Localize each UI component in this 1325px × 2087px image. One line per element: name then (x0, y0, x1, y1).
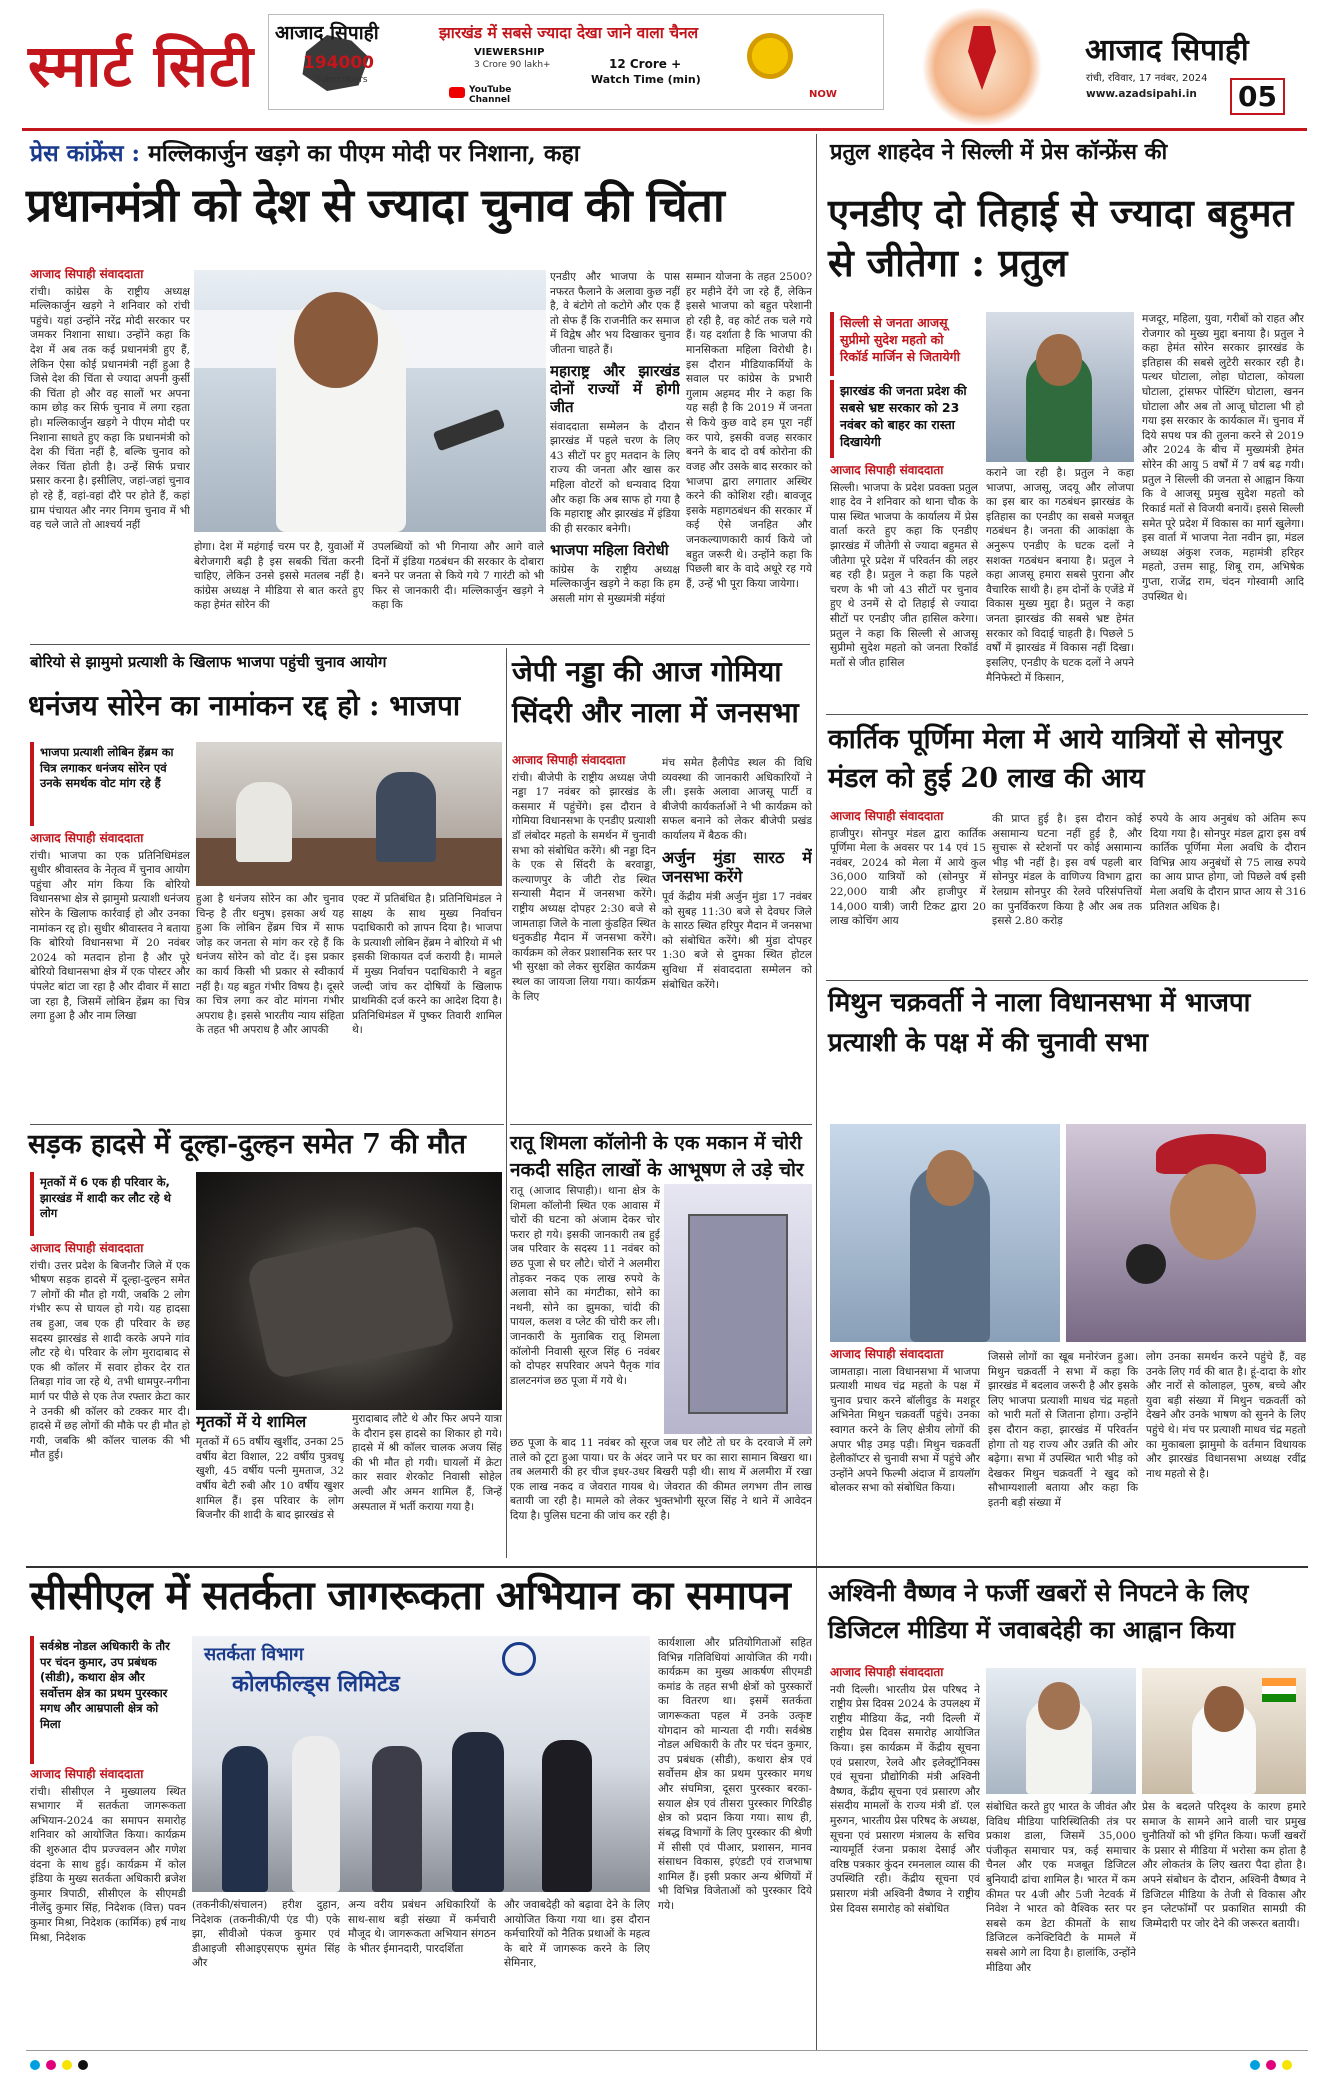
rule-bottom (26, 1566, 1308, 1568)
accident-byline: आजाद सिपाही संवाददाता (30, 1241, 144, 1255)
pratul-face (1036, 334, 1082, 386)
ccl-person-2 (292, 1736, 340, 1892)
mithun-col-3: लोग उनका समर्थन करने पहुंचे हैं, वह उनके लिए गर्व की बात है। हूं-दादा के शोर और नारों से कोलाहल, पुरुष, बच्चे और युवा बड़ी संख्या में मिथुन चक्रवर्ती को देखने और उनके भाषण को सुनने के लिए पहुंचे थे। मंच पर प्रत्याशी माधव चंद्र महतो का मुकाबला झामुमो के वर्तमान विधायक और झारखंड विधानसभा अध्यक्ष रवींद्र नाथ महतो से है। (1146, 1351, 1306, 1480)
ccl-person-3 (372, 1746, 422, 1892)
ad-watch-time: 12 Crore + (609, 57, 682, 71)
photo-person-1 (236, 782, 292, 862)
murugan-face (1204, 1686, 1244, 1732)
masthead (0, 0, 1325, 128)
ccl-banner-title: सतर्कता विभाग (204, 1644, 304, 1665)
pratul-sidebox-1: सिल्ली से जनता आजसू सुप्रीमो सुदेश महतो को रिकॉर्ड मार्जिन से जितायेगी (830, 312, 978, 376)
lead-headline: प्रधानमंत्री को देश से ज्यादा चुनाव की चिंता (26, 178, 724, 232)
ccl-person-1 (222, 1746, 268, 1892)
masthead-rule (22, 128, 1307, 131)
ccl-sidebox: सर्वश्रेष्ठ नोडल अधिकारी के तौर पर चंदन कुमार, उप प्रबंधक (सीडी), कथारा क्षेत्र और सर्वोत्तम क्षेत्र का प्रथम पुरस्कार मगध और आम्रपाली क्षेत्र को मिला (30, 1636, 186, 1764)
murugan-photo (1142, 1668, 1306, 1794)
lead-subhead-2: भाजपा महिला विरोधी (550, 540, 669, 559)
sonepur-col-3: रुपये के आय अनुबंध को अंतिम रूप दिया गया है। सोनपुर मंडल द्वारा इस वर्ष कार्तिक पूर्णिमा मेला अवधि के दौरान विभिन्न आय अनुबंधों से 75 लाख रुपये का आय प्राप्त होगा, जो पिछले वर्ष इसी मेला अवधि के दौरान प्राप्त आय से 316 प्रतिशत अधिक है। (1150, 813, 1306, 913)
lead-text-4c: कांग्रेस के राष्ट्रीय अध्यक्ष मल्लिकार्जुन खड़गे ने कहा कि हम असली मांग से मुख्यमंत्री मंईयां (550, 563, 680, 605)
nadda-byline: आजाद सिपाही संवाददाता (512, 753, 626, 767)
flag-icon (1262, 1678, 1296, 1702)
vaishnaw-col-3: प्रेस के बदलते परिदृश्य के कारण हमारे समाज के सामने आने वाली चार प्रमुख चुनौतियों को भी इंगित किया। फर्जी खबरों के प्रसार से मीडिया में भरोसा कम होता है और लोकतंत्र के लिए खतरा पैदा होता है। अपने संबोधन के दौरान, अश्विनी वैष्णव ने डिजिटल मीडिया के तेजी से विकास और इन प्लेटफॉर्मों पर प्रकाशित सामग्री की जिम्मेदारी पर जोर देने की जरूरत बतायी। (1142, 1801, 1306, 1930)
wreck-shape (246, 1224, 457, 1381)
ad-subscribers-label: Subscribers (315, 75, 368, 85)
vaishnaw-col-1: आजाद सिपाही संवाददाता नयी दिल्ली। भारतीय प्रेस परिषद ने राष्ट्रीय प्रेस दिवस 2024 के उपलक्ष्य में राष्ट्रीय मीडिया केंद्र, नयी दिल्ली में राष्ट्रीय प्रेस दिवस समारोह आयोजित किया। इस कार्यक्रम में केंद्रीय सूचना एवं प्रसारण, रेलवे और इलेक्ट्रॉनिक्स एवं सूचना प्रौद्योगिकी मंत्री अश्विनी वैष्णव, केंद्रीय सूचना एवं प्रसारण और संसदीय मामलों के राज्य मंत्री डॉ. एल मुरुगन, भारतीय प्रेस परिषद के अध्यक्ष, सूचना एवं प्रसारण मंत्रालय के सचिव न्यायमूर्ति रंजना प्रकाश देसाई और वरिष्ठ पत्रकार कुंदन रमनलाल व्यास की उपस्थिति रही। केंद्रीय सूचना एवं प्रसारण मंत्री अश्विनी वैष्णव ने राष्ट्रीय प्रेस दिवस समारोह को संबोधित (830, 1665, 980, 1915)
mithun-col-2: जिससे लोगों का खूब मनोरंजन हुआ। मिथुन चक्रवर्ती ने सभा में कहा कि झारखंड में बदलाव जरूरी है और इसके लिए भाजपा प्रत्याशी माधव चंद्र महतो को भारी मतों से जिताना होगा। उन्होंने इस दौरान कहा, झारखंड में परिवर्तन होगा तो यह राज्य और उन्नति की ओर बढ़ेगा। सभा में उपस्थित भारी भीड़ को देखकर मिथुन चक्रवर्ती ने खुद को सौभाग्यशाली बताया और कहा कि इतनी बड़ी संख्या में (988, 1351, 1138, 1510)
pratul-photo (986, 312, 1134, 462)
accident-col-3: मुरादाबाद लौटे थे और फिर अपने यात्रा के दौरान इस हादसे का शिकार हो गये। हादसे में श्री कॉलर चालक अजय सिंह की भी मौत हो गयी। घायलों में क्रेटा कार सवार शेरकोट निवासी सोहेल अल्वी और अमन शामिल हैं, जिन्हें अस्पताल में भर्ती कराया गया है। (352, 1413, 502, 1513)
pratul-sidebox-2: झारखंड की जनता प्रदेश की सबसे भ्रष्ट सरकार को 23 नवंबर को बाहर का रास्ता दिखायेगी (830, 380, 978, 458)
rule-left-1 (30, 644, 810, 645)
lead-col-2: होगा। देश में महंगाई चरम पर है, युवाओं में बेरोजगारी बढ़ी है इस सबकी चिंता करनी चाहिए, लेकिन उनसे इससे मतलब नहीं है। कांग्रेस अध्यक्ष ने मीडिया से बात करते हुए कहा हेमंत सोरेन की (194, 541, 364, 612)
vaishnaw-photo (986, 1668, 1136, 1794)
lead-kicker-label: प्रेस कांफ्रेंस : (30, 140, 141, 167)
lead-text-4b: संवाददाता सम्मेलन के दौरान झारखंड में पहले चरण के लिए 43 सीटों पर हुए मतदान के लिए राज्य की जनता और खास कर महिला वोटरों को धन्यवाद दिया और कहा कि अब साफ हो गया है कि महाराष्ट्र और झारखंड में इंडिया की ही सरकार बनेगी। (550, 420, 680, 535)
rule-right-1 (826, 714, 1308, 715)
ad-subscribers: 194000 (303, 53, 374, 73)
dhananjay-col-2: हुआ है धनंजय सोरेन का और चुनाव चिन्ह है तीर धनुष। इसका अर्थ यह हुआ कि लोबिन हेंब्रम चित्र में साफ जोड़ कर जनता से मांग कर रहे हैं कि धनंजय सोरेन को वोट दें। इस प्रकार का कार्य किसी भी प्रकार से स्वीकार्य नहीं है। यह बहुत गंभीर विषय है। दूसरे का चित्र लगा कर वोट मांगना गंभीर अपराध है। इससे भारतीय न्याय संहिता के तहत भी अपराध है और आपकी (196, 893, 344, 1037)
theft-col-2: छठ पूजा के बाद 11 नवंबर को सूरज जब घर लौटे तो घर के दरवाजे में लगे ताले को टूटा हुआ पाया। घर के अंदर जाने पर घर का सारा सामान बिखरा था। तब अलमारी की हर चीज इधर-उधर बिखरी पड़ी थी। साथ में अलमीरा में रखा एक लाख नकद व जेवरात गायब थे। जेवरात की कीमत लगभग तीन लाख बतायी जा रही है। मामले को लेकर भुक्तभोगी सूरज सिंह ने थाने में आवेदन दिया है। पुलिस घटना की जांच कर रही है। (510, 1437, 812, 1523)
theft-col-1: रातू (आजाद सिपाही)। थाना क्षेत्र के शिमला कॉलोनी स्थित एक आवास में चोरों की घटना को अंजाम देकर चोर फरार हो गये। इसकी जानकारी तब हुई जब परिवार के सदस्य 11 नवंबर को छठ पूजा से घर लौटे। चोरों ने अलमीरा तोड़कर नकद एक लाख रुपये के अलावा सोने का मंगटीका, सोने का नथनी, सोने का झुमका, चांदी की पायल, कलश व प्लेट की चोरी कर ली। जानकारी के मुताबिक रातू शिमला कॉलोनी निवासी सूरज सिंह 6 नवंबर को दोपहर सपरिवार अपने पैतृक गांव डालटनगंज छठ पूजा में गये थे। (510, 1185, 660, 1387)
microphone-icon-2 (1126, 1244, 1166, 1284)
pratul-kicker: प्रतुल शाहदेव ने सिल्ली में प्रेस कॉन्फ्रेंस की (830, 139, 1168, 165)
vaishnaw-headline: अश्विनी वैष्णव ने फर्जी खबरों से निपटने के लिए डिजिटल मीडिया में जवाबदेही का आह्वान किया (828, 1578, 1249, 1645)
lead-col-3: उपलब्धियों को भी गिनाया और आगे वाले दिनों में इंडिया गठबंधन की सरकार के दोबारा बनने पर जनता से किये गये 7 गारंटी को भी फिर से जानकारी दी। मल्लिकार्जुन खड़गे ने कहा कि (372, 541, 544, 612)
lead-col-5: सम्मान योजना के तहत 2500? हर महीने देंगे जा रहे हैं, लेकिन इससे भाजपा को बहुत परेशानी हो रही है, वह कोर्ट तक चले गये हैं। यह दर्शाता है कि भाजपा की मानसिकता महिला विरोधी है। इस दौरान मीडियाकर्मियों के सवाल पर कांग्रेस के प्रभारी गुलाम अहमद मीर ने कहा कि यह सही है कि 2019 में जनता से किये कुछ वादे हम पूरा नहीं कर पाये, इसकी वजह सरकार बनने के बाद दो वर्ष कोरोना की वजह और उसके बाद सरकार को भाजपा द्वारा लगातार अस्थिर करने की कोशिश रही। बावजूद इसके महागठबंधन की सरकार में कई ऐसे जनहित और जनकल्याणकारी कार्य किये जो बहुत जरूरी थे। उन्होंने कहा कि पिछली बार के वादे अधूरे रह गये हैं, उन्हें भी पूरा किया जायेगा। (686, 271, 812, 590)
ccl-col-5: कार्यशाला और प्रतियोगिताओं सहित विभिन्न गतिविधियां आयोजित की गयी। कार्यक्रम का मुख्य आकर्षण सीएमडी कमांड के तहत सभी क्षेत्रों को पुरस्कारों का वितरण था। इसमें सतर्कता जागरूकता पहल में उनके उत्कृष्ट योगदान को मान्यता दी गयी। सर्वश्रेष्ठ नोडल अधिकारी के तौर पर चंदन कुमार, उप प्रबंधक (सीडी), कथारा क्षेत्र एवं सर्वोत्तम क्षेत्र का प्रथम पुरस्कार मगध और संघमित्रा, दूसरा पुरस्कार बरका-सयाल क्षेत्र एवं तीसरा पुरस्कार गिरिडीह क्षेत्र को प्रदान किया गया। साथ ही, संबद्ध विभागों के लिए पुरस्कार की श्रेणी में सीसी एवं पीआर, प्रशासन, मानव संसाधन विकास, इएंडटी एवं राजभाषा शामिल हैं। इसी प्रकार अन्य श्रेणियों में भी विभिन्न विजेताओं को पुरस्कार दिये गये। (658, 1637, 812, 1912)
microphone-icon (433, 409, 506, 452)
photo-person-2 (376, 772, 436, 862)
pratul-headline: एनडीए दो तिहाई से ज्यादा बहुमत से जीतेगा : प्रतुल (828, 190, 1294, 286)
ccl-byline: आजाद सिपाही संवाददाता (30, 1767, 144, 1781)
ccl-col-3: अन्य वरीय प्रबंधन अधिकारियों के साथ-साथ बड़ी संख्या में कर्मचारी मौजूद थे। जागरूकता अभियान संगठन के भीतर ईमानदारी, पारदर्शिता (348, 1899, 496, 1955)
crash-photo (196, 1172, 502, 1410)
accident-col-2: मृतकों में ये शामिल मृतकों में 65 वर्षीय खुर्शीद, उनका 25 वर्षीय बेटा विशाल, 22 वर्षीय पुत्रवधू खुशी, 45 वर्षीय पत्नी मुमताज, 32 वर्षीय बेटी रुबी और 10 वर्षीय खुशर शामिल हैं। इस परिवार के लोग बिजनौर की शादी के बाद झारखंड से (196, 1412, 344, 1522)
award-icon (747, 33, 793, 79)
ccl-col-4: और जवाबदेही को बढ़ावा देने के लिए आयोजित किया गया था। इस दौरान कर्मचारियों को नैतिक प्रथाओं के महत्व के बारे में जागरूक करने के लिए सेमिनार, (504, 1899, 650, 1970)
channel-ad[interactable] (268, 14, 884, 110)
nadda-col-1: आजाद सिपाही संवाददाता रांची। बीजेपी के राष्ट्रीय अध्यक्ष जेपी नड्डा 17 नवंबर को झारखंड के कसमार में पहुंचेंगे। इस दौरान वे गोमिया विधानसभा के एनडीए प्रत्याशी डॉ लंबोदर महतो के समर्थन में चुनावी सभा को संबोधित करेंगे। श्री नड्डा दिन के एक से सिंदरी के बरवाड्डा, कल्याणपुर के जीटी रोड स्थित सन्यासी मैदान में जनसभा करेंगे। राष्ट्रीय अध्यक्ष दोपहर 2:30 बजे से जामताड़ा जिले के नाला कुंडहित स्थित धनुकडीह मैदान में जनसभा करेंगे। कार्यक्रम को लेकर प्रशासनिक स्तर पर भी सुरक्षा को लेकर सुरक्षित कार्यक्रम स्थल का जायजा लिया गया। कार्यक्रम के लिए (512, 753, 656, 1003)
ad-tagline: झारखंड में सबसे ज्यादा देखा जाने वाला चैनल (439, 23, 699, 42)
rule-right-2 (826, 980, 1308, 981)
theft-photo (664, 1184, 812, 1434)
lead-byline: आजाद सिपाही संवाददाता (30, 267, 144, 281)
sonepur-byline: आजाद सिपाही संवाददाता (830, 809, 944, 823)
dhananjay-headline: धनंजय सोरेन का नामांकन रद्द हो : भाजपा (28, 689, 461, 722)
lead-kicker-text: मल्लिकार्जुन खड़गे का पीएम मोदी पर निशाना, कहा (148, 140, 580, 167)
ccl-headline: सीसीएल में सतर्कता जागरूकता अभियान का समापन (30, 1572, 791, 1619)
ad-badge: NOW (809, 89, 837, 100)
vaishnaw-face (1038, 1682, 1080, 1730)
lead-col-1 (30, 266, 190, 630)
lead-kicker (30, 136, 580, 168)
nadda-headline: जेपी नड्डा की आज गोमिया सिंदरी और नाला में जनसभा (512, 655, 799, 729)
theft-headline: रातू शिमला कॉलोनी के एक मकान में चोरी नकदी सहित लाखों के आभूषण ले उड़े चोर (510, 1132, 804, 1181)
mithun-photo-1 (830, 1124, 1060, 1342)
youtube-icon (449, 87, 465, 98)
paper-name: आजाद सिपाही (1085, 33, 1249, 68)
mithun-headline: मिथुन चक्रवर्ती ने नाला विधानसभा में भाजपा प्रत्याशी के पक्ष में की चुनावी सभा (828, 988, 1251, 1058)
pratul-col-1: आजाद सिपाही संवाददाता सिल्ली। भाजपा के प्रदेश प्रवक्ता प्रतुल शाह देव ने शनिवार को थाना चौक के पास स्थित भाजपा के कार्यालय में प्रेस वार्ता करते हुए कहा कि एनडीए झारखंड में जीतेगी से ज्यादा बहुमत से जीतेगा पूरे प्रदेश में परिवर्तन की लहर बह रही है। प्रतुल ने कहा कि पहले चरण के भी जो 43 सीटों पर चुनाव हुए थे उनमें से दो तिहाई से ज्यादा सीटों पर एनडीए जीत हासिल करेगा। प्रतुल ने कहा कि सिल्ली से आजसू सुप्रीमो सुदेश महतो को जनता रिकॉर्ड मतों से जीत हासिल (830, 463, 978, 669)
vaishnaw-col-2: संबोधित करते हुए भारत के जीवंत और विविध मीडिया पारिस्थितिकी तंत्र पर प्रकाश डाला, जिसमें 35,000 पंजीकृत समाचार पत्र, कई समाचार चैनल और एक मजबूत डिजिटल बुनियादी ढांचा शामिल है। भारत में कम कीमत पर 4जी और 5जी नेटवर्क में निवेश ने भारत को वैश्विक स्तर पर सबसे कम डेटा कीमतों के साथ डिजिटल कनेक्टिविटी के मामले में सबसे आगे ला दिया है। हालांकि, उन्होंने मीडिया और (986, 1801, 1136, 1974)
dhananjay-photo (196, 742, 502, 886)
vaishnaw-byline: आजाद सिपाही संवाददाता (830, 1665, 944, 1679)
dhananjay-sidebox: भाजपा प्रत्याशी लोबिन हेंब्रम का चित्र लगाकर धनंजय सोरेन एवं उनके समर्थक वोट मांग रहे हैं (30, 742, 190, 826)
ccl-col-2: (तकनीकी/संचालन) हरीश दुहान, निदेशक (तकनीकी/पी एंड पी) एके झा, सीवीओ पंकज कुमार एवं डीआइजी सीआइएसएफ सुमंत सिंह और (192, 1899, 340, 1970)
rule-mid-2 (510, 1124, 812, 1125)
divider-bottom (816, 1570, 817, 2050)
ad-viewership-label: VIEWERSHIP (474, 47, 545, 58)
registration-marks-left (30, 2060, 88, 2070)
mithun-byline: आजाद सिपाही संवाददाता (830, 1347, 944, 1361)
rule-left-2 (30, 1124, 504, 1125)
dhananjay-kicker: बोरियो से झामुमो प्रत्याशी के खिलाफ भाजपा पहुंची चुनाव आयोग (30, 653, 387, 671)
dhananjay-col-1: आजाद सिपाही संवाददाता रांची। भाजपा का एक प्रतिनिधिमंडल सुधीर श्रीवास्तव के नेतृत्व में चुनाव आयोग पहुंचा और मांग किया कि बोरियो विधानसभा क्षेत्र से झामुमो प्रत्याशी धनंजय सोरेन के खिलाफ कार्रवाई हो और उनका नामांकन रद्द हो। सुधीर श्रीवास्तव ने बताया कि बोरियो विधानसभा में 20 नवंबर 2024 को मतदान होना है और पूरे बोरियो विधानसभा क्षेत्र में एक पोस्टर और पंपलेट बांटा जा रहा है और दीवार में साटा जा रहा है, जिसमें लोबिन हेंब्रम का चित्र लगा हुआ है और नाम लिखा (30, 831, 190, 1023)
section-title: स्मार्ट सिटी (28, 32, 255, 100)
pratul-byline: आजाद सिपाही संवाददाता (830, 463, 944, 477)
main-divider (816, 134, 817, 1614)
ccl-person-5 (542, 1740, 592, 1892)
lead-text-1: रांची। कांग्रेस के राष्ट्रीय अध्यक्ष मल्लिकार्जुन खड़गे ने शनिवार को रांची पहुंचे। यहां उन्होंने नरेंद्र मोदी सरकार पर जमकर निशाना साधा। उन्होंने कहा कि देश में अब तक कई प्रधानमंत्री हुए हैं, लेकिन ऐसा कोई प्रधानमंत्री नहीं हुआ है जिसे देश की चिंता से ज्यादा अपनी कुर्सी की चिंता हो और वह सालों भर अपना काम छोड़ कर सिर्फ चुनाव में लगा रहता हो। मल्लिकार्जुन खड़गे ने पीएम मोदी पर निशाना साधते हुए कहा कि प्रधानमंत्री को देश की चिंता नहीं है, बल्कि चुनाव को लेकर चिंता होती है। उन्हें सिर्फ प्रचार प्रसार करना है। इसीलिए, जहां-जहां चुनाव हो रहे हैं, वहां-वहां दौरे पर होते हैं, कहां ग्राम पंचायत और नगर निगम चुनाव में भी वह चले जाते तो आश्चर्य नहीं (30, 285, 190, 532)
nadda-col-2: मंच समेत हैलीपेड स्थल की विधि व्यवस्था की जानकारी अधिकारियों ने ली। इसके अलावा आजसू पार्टी व बीजेपी कार्यकर्ताओं ने भी कार्यक्रम को सफल बनाने को लेकर बीजेपी प्रखंड कार्यालय में बैठक की। अर्जुन मुंडा सारठ में जनसभा करेंगे पूर्व केंद्रीय मंत्री अर्जुन मुंडा 17 नवंबर को सुबह 11:30 बजे से देवघर जिले के सारठ स्थित हरिपुर मैदान में जनसभा को संबोधित करेंगे। श्री मुंडा दोपहर 1:30 बजे से दुमका स्थित होटल सुविधा में संवाददाता सम्मेलन को संबोधित करेंगे। (662, 757, 812, 991)
mithun-face-2 (1170, 1164, 1256, 1260)
lead-col-4 (550, 270, 680, 630)
nadda-subhead: अर्जुन मुंडा सारठ में जनसभा करेंगे (662, 847, 812, 886)
ccl-logo-icon (502, 1642, 536, 1676)
ccl-banner-subtitle: कोलफील्ड्स लिमिटेड (232, 1671, 400, 1697)
website-link[interactable]: www.azadsipahi.in (1086, 88, 1197, 100)
mithun-col-1: आजाद सिपाही संवाददाता जामताड़ा। नाला विधानसभा में भाजपा प्रत्याशी माधव चंद्र महतो के पक्ष में चुनाव प्रचार करने बॉलीवुड के मशहूर अभिनेता मिथुन चक्रवर्ती पहुंचे। उनका स्वागत करने के लिए क्षेत्रीय लोगों की अपार भीड़ उमड़ पड़ी। मिथुन चक्रवर्ती हेलीकॉप्टर से चुनावी सभा में पहुंचे और उन्होंने अपने फिल्मी अंदाज में डायलॉग बोलकर सभा को संबोधित किया। (830, 1347, 980, 1495)
dhananjay-byline: आजाद सिपाही संवाददाता (30, 831, 144, 845)
pratul-col-3: मजदूर, महिला, युवा, गरीबों को राहत और रोजगार को मुख्य मुद्दा बनाया है। प्रतुल ने कहा हेमंत सोरेन सरकार झारखंड के इतिहास की सबसे लुटेरी सरकार रही है। पत्थर घोटाला, लोहा घोटाला, कोयला घोटाला, ट्रांसफर पोस्टिंग घोटाला, खनन घोटाला और अब तो आजू घोटाला भी हो गया इस सरकार के कार्यकाल में। चुनाव में दिये सपथ पत्र की तुलना करने से 2019 और 2024 के बीच में मुख्यमंत्री हेमंत सोरेन की आयु 5 वर्षों में 7 वर्ष बढ़ गयी। प्रतुल ने सिल्ली की जनता से आह्वान किया कि वे आजसू प्रमुख सुदेश महतो को रिकार्ड मतों से विजयी बनायें। इससे सिल्ली समेत पूरे प्रदेश में विकास का मार्ग खुलेगा। इस वार्ता में भाजपा नेता नवीन झा, मंडल अध्यक्ष अंकुश रजक, महामंत्री हरिहर महतो, उत्तम साहू, शिबू राम, अभिषेक गुप्ता, राजेंद्र राम, चंदन गोस्वामी आदि उपस्थित थे। (1142, 313, 1304, 603)
divider-nadda (506, 648, 507, 1558)
mithun-photo-2 (1066, 1124, 1306, 1342)
page-number: 05 (1230, 78, 1285, 115)
ccl-col-1: आजाद सिपाही संवाददाता रांची। सीसीएल ने मुख्यालय स्थित सभागार में सतर्कता जागरूकता अभियान-2024 का समापन समारोह शनिवार को आयोजित किया। कार्यक्रम की शुरुआत दीप प्रज्ज्वलन और गणेश वंदना के साथ हुई। कार्यक्रम में कोल इंडिया के मुख्य सतर्कता अधिकारी ब्रजेश कुमार त्रिपाठी, सीसीएल के सीएमडी नीलेंदु कुमार सिंह, निदेशक (वित्त) पवन कुमार मिश्रा, निदेशक (कार्मिक) हर्ष नाथ मिश्रा, निदेशक (30, 1767, 186, 1944)
almirah-shape (688, 1214, 788, 1414)
accident-sidebox: मृतकों में 6 एक ही परिवार के, झारखंड में शादी कर लौट रहे थे लोग (30, 1172, 190, 1236)
accident-subhead: मृतकों में ये शामिल (196, 1412, 307, 1431)
ad-brand: आजाद सिपाही (275, 22, 379, 44)
ad-youtube: YouTube Channel (469, 85, 512, 105)
kharge-face (294, 292, 378, 388)
sonepur-col-2: की प्राप्त हुई है। इस दौरान कोई असामान्य घटना नहीं हुई है, और सुचारू से स्टेशनों पर कोई असामान्य भीड़ भी नहीं है। इस वर्ष पहली बार सोनपुर मंडल के वाणिज्य विभाग द्वारा रेलग्राम सोनपुर की रेलवे परिसंपत्तियों का पुनर्विकरण किया है और अब तक इससे 2.80 करोड़ (992, 813, 1142, 928)
footer-rule (26, 2050, 1308, 2051)
accident-headline: सड़क हादसे में दूल्हा-दुल्हन समेत 7 की मौत (28, 1129, 466, 1160)
ad-viewership-value: 3 Crore 90 lakh+ (474, 60, 551, 70)
kharge-photo (194, 270, 546, 532)
sonepur-col-1: आजाद सिपाही संवाददाता हाजीपुर। सोनपुर मंडल द्वारा कार्तिक पूर्णिमा मेला के अवसर पर 14 एवं 15 नवंबर, 2024 को मेला में आये कुल 36,000 यात्रियों को (सोनपुर में 22,000 यात्री और हाजीपुर में 14,000 यात्री) जारी टिकट द्वारा 20 लाख कोचिंग आय (830, 809, 986, 928)
registration-marks-right (1250, 2060, 1292, 2070)
lead-text-4: एनडीए और भाजपा के पास नफरत फैलाने के अलावा कुछ नहीं है, वे बंटोगे तो कटोगे और एक हैं तो सेफ हैं कि राजनीति कर समाज में विद्वेष और भय दिखाकर चुनाव जीतना चाहते हैं। (550, 271, 680, 357)
ad-watch-time-label: Watch Time (min) (591, 73, 701, 86)
accident-col-1: आजाद सिपाही संवाददाता रांची। उत्तर प्रदेश के बिजनौर जिले में एक भीषण सड़क हादसे में दूल्हा-दुल्हन समेत 7 लोगों की मौत हो गयी, जबकि 2 लोग गंभीर रूप से घायल हो गये। यह हादसा तब हुआ, जब एक ही परिवार के छह सदस्य झारखंड से शादी करके अपने गांव लौट रहे थे। परिवार के लोग मुरादाबाद से एक श्री कॉलर में सवार होकर देर रात तिबड़ा गांव जा रहे थे, तभी धामपुर-नगीना मार्ग पर पीछे से एक तेज रफ्तार क्रेटा कार ने उनकी श्री कॉलर को टक्कर मार दी। हादसे में छह लोगों की मौके पर ही मौत हो गयी, जबकि श्री कॉलर चालक की भी मौत हुई। (30, 1241, 190, 1462)
ccl-photo (192, 1636, 650, 1892)
ccl-person-4 (452, 1732, 504, 1892)
issue-date: रांची, रविवार, 17 नवंबर, 2024 (1086, 73, 1208, 84)
pratul-col-2: कराने जा रही है। प्रतुल ने कहा भाजपा, आजसू, जदयू और लोजपा का इस बार का गठबंधन झारखंड के इतिहास का एनडीए का सबसे मजबूत गठबंधन है। जनता की आकांक्षा के अनुरूप एनडीए के घटक दलों ने सशक्त गठबंधन बनाया है। प्रतुल ने कहा आजसू हमारा सबसे पुराना और वैचारिक साथी है। हम दोनों के एजेंडे में विकास मुख्य मुद्दा है। प्रतुल ने कहा जनता झारखंड की सबसे भ्रष्ट हेमंत सरकार को विदाई चाहती है। पिछले 5 वर्षों में झारखंड में विकास नहीं दिखा। इसलिए, एनडीए के घटक दलों ने अपने मैनिफेस्टो में किसान, (986, 467, 1134, 684)
dhananjay-col-3: एक्ट में प्रतिबंधित है। प्रतिनिधिमंडल ने साक्ष्य के साथ मुख्य निर्वाचन पदाधिकारी को ज्ञापन दिया है। भाजपा के प्रत्याशी लोबिन हेंब्रम ने बोरियो में भी इसकी शिकायत दर्ज करायी है। मामले में मुख्य निर्वाचन पदाधिकारी ने बहुत जल्दी जांच कर दोषियों के खिलाफ प्राथमिकी दर्ज करने का आदेश दिया है। प्रतिनिधिमंडल में पुष्कर तिवारी शामिल थे। (352, 893, 502, 1037)
sonepur-headline: कार्तिक पूर्णिमा मेला में आये यात्रियों से सोनपुर मंडल को हुई 20 लाख की आय (828, 724, 1283, 795)
mithun-face-1 (926, 1150, 974, 1206)
lead-subhead-1: महाराष्ट्र और झारखंड दोनों राज्यों में होगी जीत (550, 361, 680, 416)
